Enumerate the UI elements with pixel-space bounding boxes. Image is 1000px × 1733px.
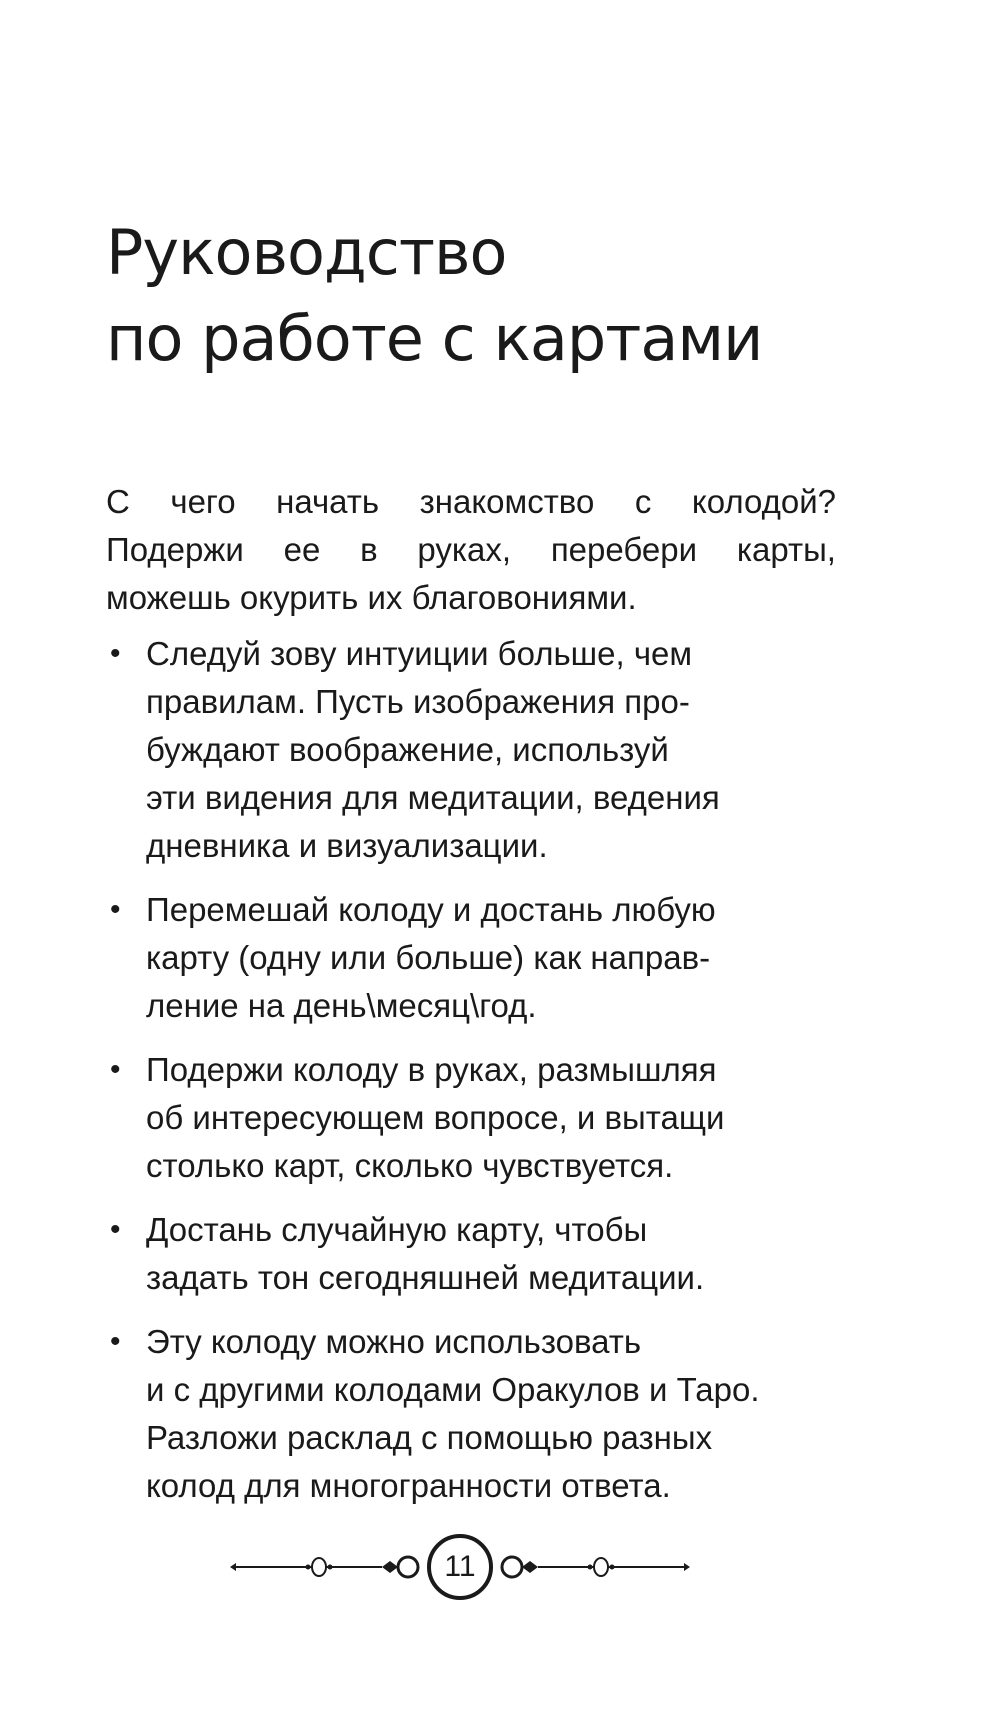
intro-line-3: можешь окурить их благовониями.	[106, 579, 637, 616]
bullet-icon: •	[110, 637, 121, 670]
bullet-icon: •	[110, 1213, 121, 1246]
page-title	[106, 210, 966, 382]
bullet-icon: •	[110, 1053, 121, 1086]
page-footer	[230, 1532, 690, 1602]
title-line-2: по работе с картами	[106, 302, 763, 375]
intro-line-2: Подержи ее в руках, перебери карты,	[106, 531, 836, 568]
bullet-icon: •	[110, 893, 121, 926]
title-line-1: Руководство	[106, 216, 507, 289]
list-item: • Следуй зову интуиции больше, чем правилам. Пусть изображения про- буждают воображение, используй эти видения для медитации, ведения дневника и визуализации.	[106, 630, 886, 870]
list-item: • Эту колоду можно использовать и с другими колодами Оракулов и Таро. Разложи расклад с помощью разных колод для многогранности ответа.	[106, 1318, 886, 1510]
list-item: • Достань случайную карту, чтобы задать тон сегодняшней медитации.	[106, 1206, 886, 1302]
intro-paragraph	[106, 478, 836, 622]
list-item: • Подержи колоду в руках, размышляя об интересующем вопросе, и вытащи столько карт, сколько чувствуется.	[106, 1046, 886, 1190]
bullet-icon: •	[110, 1325, 121, 1358]
page-number: 11	[444, 1550, 476, 1583]
intro-line-1: С чего начать знакомство с колодой?	[106, 483, 836, 520]
tips-list	[106, 630, 886, 1526]
list-item: • Перемешай колоду и достань любую карту (одну или больше) как направ- ление на день\месяц\год.	[106, 886, 886, 1030]
